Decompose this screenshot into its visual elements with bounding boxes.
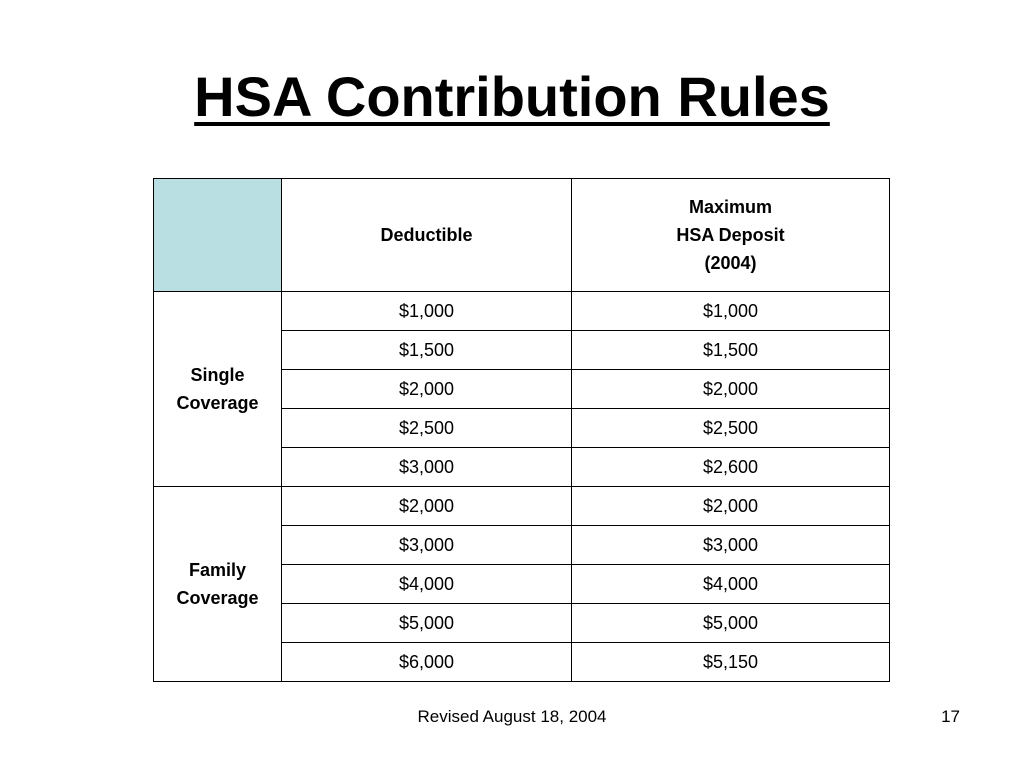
deductible-cell: $3,000 — [282, 448, 572, 487]
group-label-line2: Coverage — [176, 393, 259, 413]
deductible-cell: $1,000 — [282, 292, 572, 331]
revision-footer: Revised August 18, 2004 — [417, 707, 607, 726]
single-coverage-label — [154, 292, 282, 487]
max-deposit-cell: $3,000 — [572, 526, 890, 565]
max-deposit-cell: $2,500 — [572, 409, 890, 448]
deductible-header: Deductible — [282, 179, 572, 292]
table-row — [154, 292, 890, 331]
max-deposit-cell: $2,000 — [572, 487, 890, 526]
deductible-cell: $1,500 — [282, 331, 572, 370]
max-deposit-header — [572, 179, 890, 292]
table-row — [154, 487, 890, 526]
deductible-cell: $3,000 — [282, 526, 572, 565]
deductible-cell: $2,500 — [282, 409, 572, 448]
max-deposit-cell: $5,000 — [572, 604, 890, 643]
max-deposit-header-line2: HSA Deposit — [676, 225, 785, 245]
max-deposit-cell: $2,600 — [572, 448, 890, 487]
max-deposit-header-line1: Maximum — [688, 197, 773, 217]
table-header-row — [154, 179, 890, 292]
max-deposit-cell: $1,000 — [572, 292, 890, 331]
deductible-cell: $2,000 — [282, 487, 572, 526]
max-deposit-cell: $5,150 — [572, 643, 890, 682]
family-coverage-label — [154, 487, 282, 682]
max-deposit-header-line3: (2004) — [704, 253, 757, 273]
group-label-line2: Coverage — [176, 588, 259, 608]
group-label-line1: Single — [190, 365, 245, 385]
slide-title: HSA Contribution Rules — [194, 65, 830, 128]
corner-cell — [154, 179, 282, 292]
deductible-cell: $2,000 — [282, 370, 572, 409]
slide-number: 17 — [941, 707, 960, 726]
deductible-cell: $5,000 — [282, 604, 572, 643]
deductible-cell: $4,000 — [282, 565, 572, 604]
deductible-cell: $6,000 — [282, 643, 572, 682]
contribution-rules-table — [153, 178, 890, 682]
max-deposit-cell: $2,000 — [572, 370, 890, 409]
group-label-line1: Family — [188, 560, 247, 580]
max-deposit-cell: $1,500 — [572, 331, 890, 370]
max-deposit-cell: $4,000 — [572, 565, 890, 604]
